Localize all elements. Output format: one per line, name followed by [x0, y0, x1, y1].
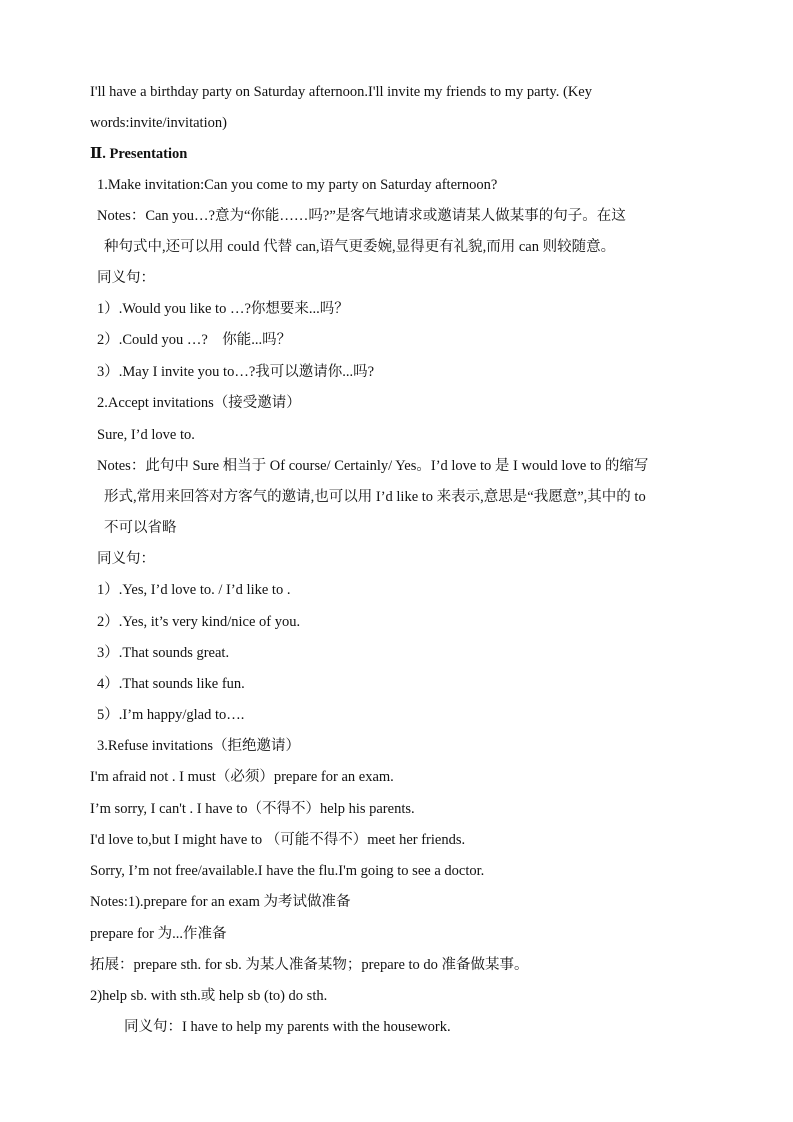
notes-sure-line-3: 不可以省略	[104, 520, 177, 536]
synonym-item: 1）.Yes, I’d love to. / I’d like to .	[97, 582, 291, 598]
notes-sure-line-1: Notes：此句中 Sure 相当于 Of course/ Certainly/ Yes。I’d love to 是 I would love to 的缩写	[97, 458, 649, 474]
refuse-sentence: I’m sorry, I can't . I have to（不得不）help his parents.	[90, 801, 415, 817]
notes-prepare-line: Notes:1).prepare for an exam 为考试做准备	[90, 894, 351, 910]
synonyms-label: 同义句：	[97, 270, 155, 286]
accept-sentence: Sure, I’d love to.	[97, 427, 195, 443]
refuse-sentence: I'd love to,but I might have to （可能不得不）meet her friends.	[90, 832, 466, 848]
extension-line: 拓展：prepare sth. for sb. 为某人准备某物；prepare to do 准备做某事。	[90, 957, 529, 973]
synonym-help-line: 同义句：I have to help my parents with the housework.	[124, 1019, 451, 1035]
item-make-invitation: 1.Make invitation:Can you come to my party on Saturday afternoon?	[97, 177, 498, 193]
synonym-item: 3）.May I invite you to…?我可以邀请你...吗?	[97, 364, 375, 380]
synonym-item: 4）.That sounds like fun.	[97, 676, 245, 692]
intro-line-1: I'll have a birthday party on Saturday afternoon.I'll invite my friends to my party. (Key	[90, 84, 592, 100]
synonym-item: 5）.I’m happy/glad to….	[97, 707, 245, 723]
item-accept-invitations: 2.Accept invitations（接受邀请）	[97, 395, 301, 411]
intro-line-2: words:invite/invitation)	[90, 115, 227, 131]
notes-sure-line-2: 形式,常用来回答对方客气的邀请,也可以用 I’d like to 来表示,意思是“我愿意”,其中的 to	[104, 489, 646, 505]
synonyms-label: 同义句：	[97, 551, 155, 567]
refuse-sentence: I'm afraid not . I must（必须）prepare for an exam.	[90, 769, 394, 785]
section-heading-presentation: Ⅱ. Presentation	[90, 146, 188, 162]
notes-can-you-line-2: 种句式中,还可以用 could 代替 can,语气更委婉,显得更有礼貌,而用 can 则较随意。	[104, 239, 616, 255]
synonym-item: 2）.Could you …? 你能...吗？	[97, 332, 292, 348]
notes-can-you-line-1: Notes：Can you…?意为“你能……吗?”是客气地请求或邀请某人做某事的句子。在这	[97, 208, 626, 224]
item-refuse-invitations: 3.Refuse invitations（拒绝邀请）	[97, 738, 300, 754]
help-sb-line: 2)help sb. with sth.或 help sb (to) do sth.	[90, 988, 328, 1004]
synonym-item: 3）.That sounds great.	[97, 645, 230, 661]
synonym-item: 2）.Yes, it’s very kind/nice of you.	[97, 614, 301, 630]
refuse-sentence: Sorry, I’m not free/available.I have the flu.I'm going to see a doctor.	[90, 863, 485, 879]
prepare-for-line: prepare for 为...作准备	[90, 926, 227, 942]
synonym-item: 1）.Would you like to …?你想要来...吗？	[97, 301, 349, 317]
